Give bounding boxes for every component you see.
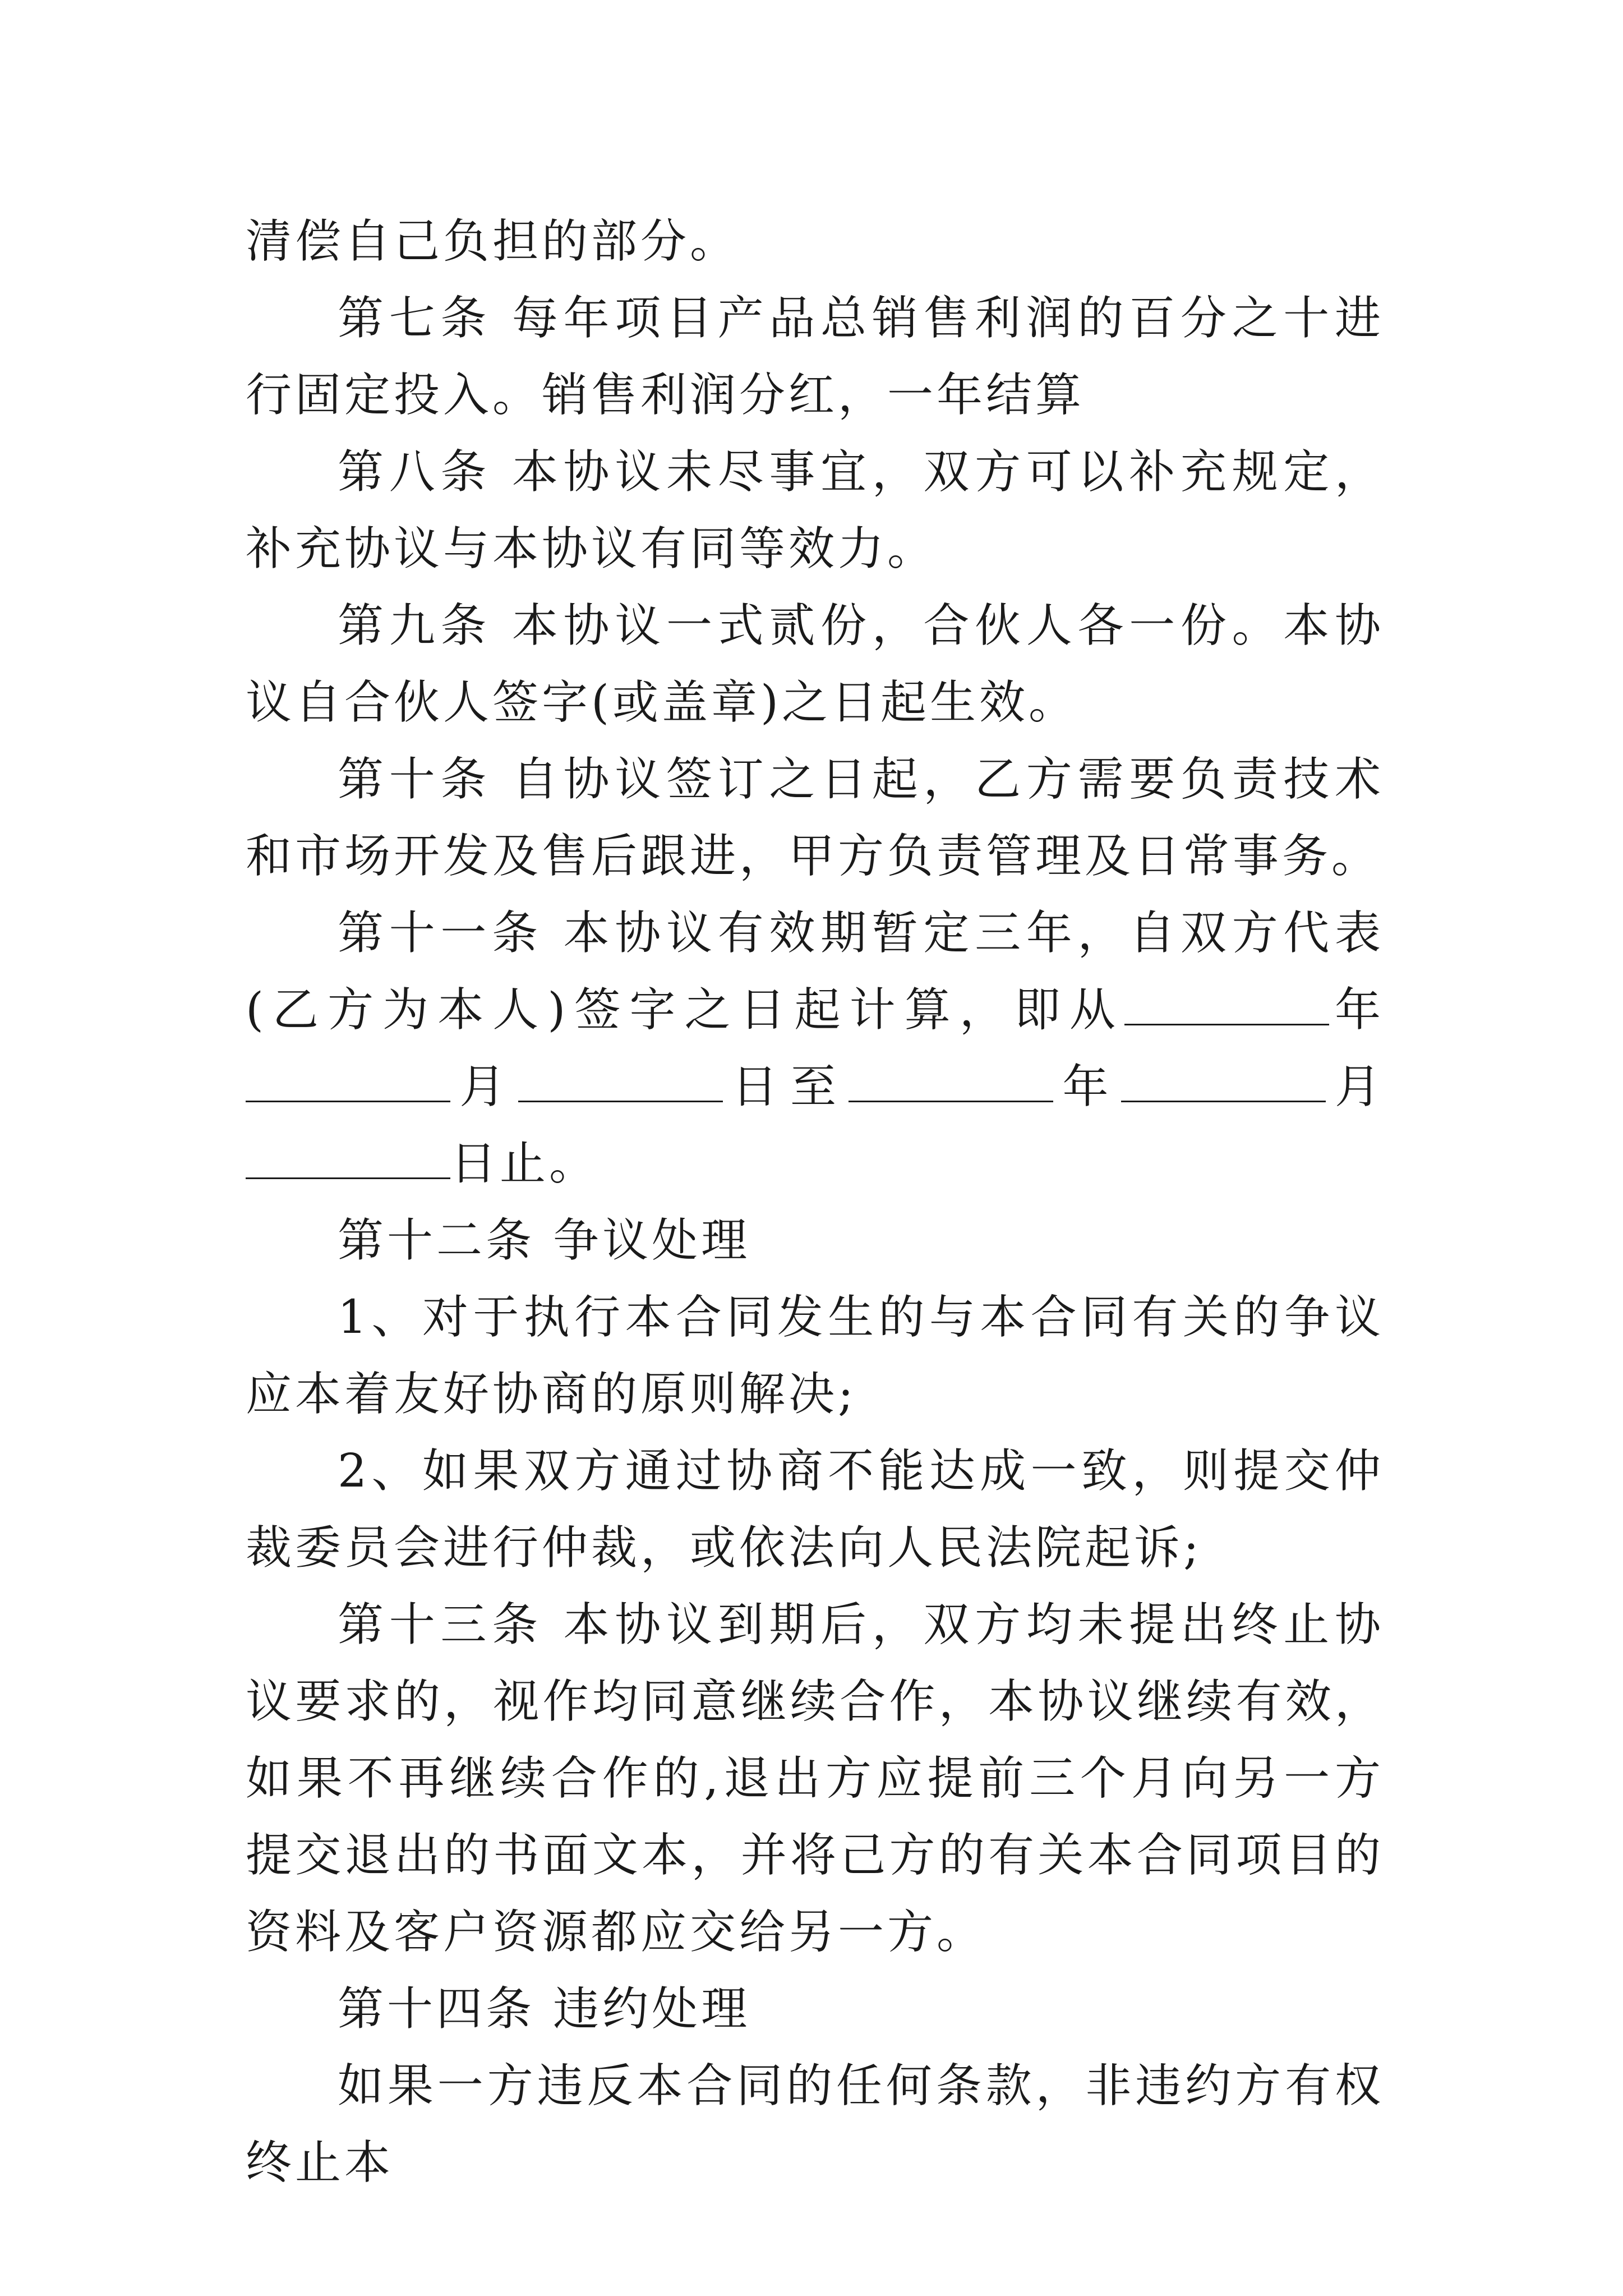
clause-7: 第七条 每年项目产品总销售利润的百分之十进行固定投入。销售利润分红，一年结算 xyxy=(246,292,1384,422)
clause-14-body: 如果一方违反本合同的任何条款，非违约方有权终止本 xyxy=(246,2059,1384,2189)
clause-11-year-2: 年 xyxy=(1053,1060,1121,1114)
clause-13: 第十三条 本协议到期后，双方均未提出终止协议要求的，视作均同意继续合作，本协议继续有效，如果不再继续合作的,退出方应提前三个月向另一方提交退出的书面文本，并将己方的有关本合同项目的资料及客户资源都应交给另一方。 xyxy=(246,1598,1384,1959)
clause-10: 第十条 自协议签订之日起，乙方需要负责技术和市场开发及售后跟进，甲方负责管理及日常事务。 xyxy=(246,753,1384,883)
blank-end-day xyxy=(246,1133,450,1179)
paragraph-continuation: 清偿自己负担的部分。 xyxy=(246,215,740,268)
blank-end-month xyxy=(1121,1056,1326,1102)
clause-11-prefix: 第十一条 本协议有效期暂定三年，自双方代表(乙方为本人)签字之日起计算，即从 xyxy=(246,907,1384,1037)
clause-14-heading: 第十四条 违约处理 xyxy=(338,1982,751,2036)
clause-11-day-to: 日至 xyxy=(722,1060,849,1114)
blank-end-year xyxy=(849,1056,1053,1102)
document-body xyxy=(246,203,1384,2201)
clause-11-year-1: 年 xyxy=(1329,983,1384,1037)
clause-11-month-1: 月 xyxy=(450,1060,518,1114)
clause-8: 第八条 本协议未尽事宜，双方可以补充规定，补充协议与本协议有同等效力。 xyxy=(246,445,1384,576)
clause-12-heading: 第十二条 争议处理 xyxy=(338,1214,751,1267)
blank-start-year xyxy=(1124,979,1329,1025)
blank-start-month xyxy=(246,1056,450,1102)
clause-11-month-2: 月 xyxy=(1325,1060,1384,1114)
clause-12-item-2: 2、如果双方通过协商不能达成一致，则提交仲裁委员会进行仲裁，或依法向人民法院起诉; xyxy=(246,1444,1384,1575)
blank-start-day xyxy=(518,1056,723,1102)
clause-9: 第九条 本协议一式贰份，合伙人各一份。本协议自合伙人签字(或盖章)之日起生效。 xyxy=(246,599,1384,729)
clause-11-day-end: 日止。 xyxy=(450,1137,599,1190)
clause-11 xyxy=(246,895,1384,1202)
clause-12-item-1: 1、对于执行本合同发生的与本合同有关的争议应本着友好协商的原则解决; xyxy=(246,1291,1384,1421)
